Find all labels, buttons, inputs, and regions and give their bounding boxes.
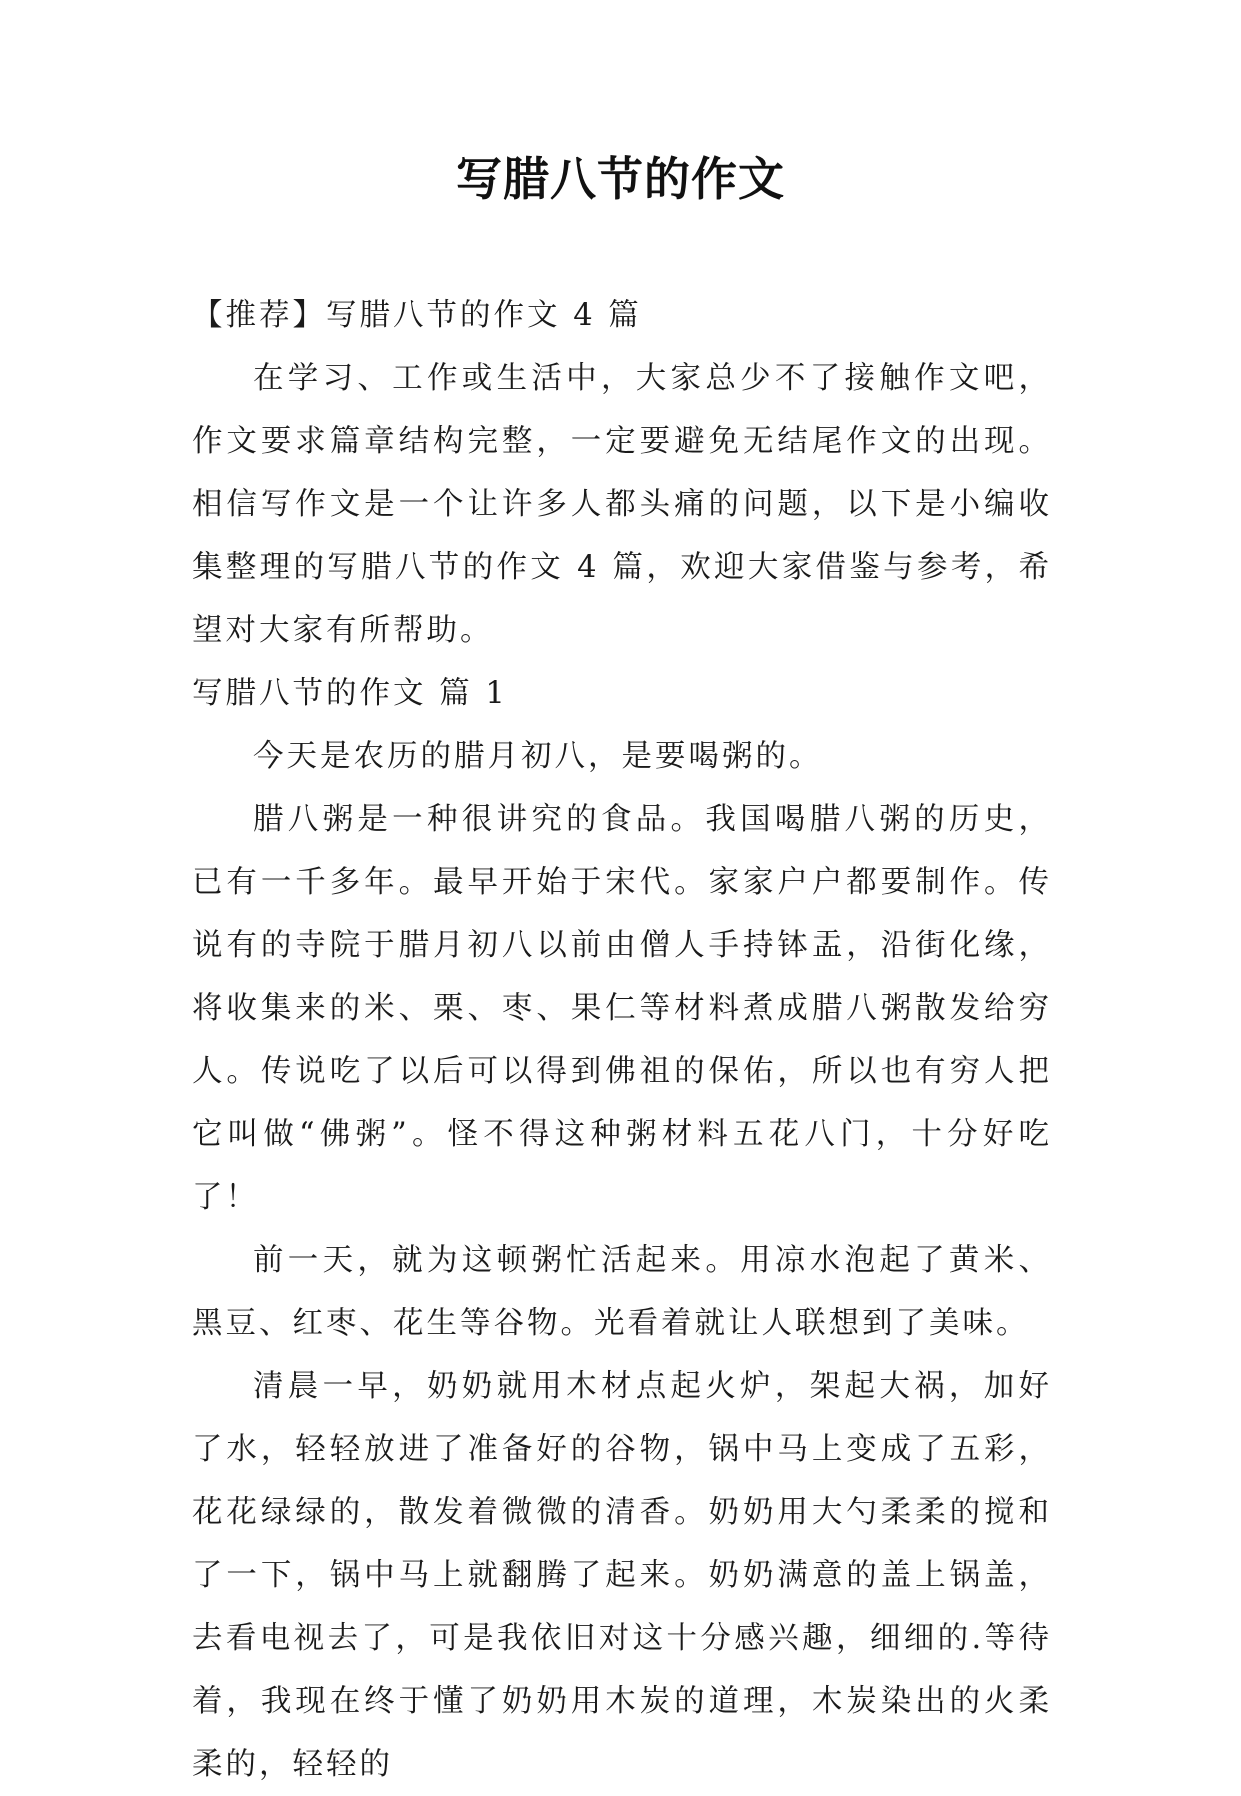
document-title: 写腊八节的作文 [456, 152, 785, 206]
body-paragraph: 清晨一早，奶奶就用木材点起火炉，架起大祸，加好了水，轻轻放进了准备好的谷物，锅中马上变成了五彩，花花绿绿的，散发着微微的清香。奶奶用大勺柔柔的搅和了一下，锅中马上就翻腾了起来。奶奶满意的盖上锅盖，去看电视去了，可是我依旧对这十分感兴趣，细细的.等待着，我现在终于懂了奶奶用木炭的道理，木炭染出的火柔柔的，轻轻的 [192, 1369, 1052, 1782]
intro-paragraph: 在学习、工作或生活中，大家总少不了接触作文吧，作文要求篇章结构完整，一定要避免无结尾作文的出现。相信写作文是一个让许多人都头痛的问题，以下是小编收集整理的写腊八节的作文 4 篇，欢迎大家借鉴与参考，希望对大家有所帮助。 [192, 361, 1052, 648]
body-paragraph: 今天是农历的腊月初八，是要喝粥的。 [253, 739, 823, 774]
document-body [192, 284, 1052, 1796]
essay-1-heading: 写腊八节的作文 篇 1 [192, 676, 508, 711]
body-paragraph: 腊八粥是一种很讲究的食品。我国喝腊八粥的历史，已有一千多年。最早开始于宋代。家家户户都要制作。传说有的寺院于腊月初八以前由僧人手持钵盂，沿街化缘，将收集来的米、栗、枣、果仁等材料煮成腊八粥散发给穷人。传说吃了以后可以得到佛祖的保佑，所以也有穷人把它叫做“佛粥”。怪不得这种粥材料五花八门，十分好吃了！ [192, 802, 1052, 1215]
essay-collection-heading: 【推荐】写腊八节的作文 4 篇 [192, 298, 642, 333]
body-paragraph: 前一天，就为这顿粥忙活起来。用凉水泡起了黄米、黑豆、红枣、花生等谷物。光看着就让人联想到了美味。 [192, 1243, 1052, 1341]
